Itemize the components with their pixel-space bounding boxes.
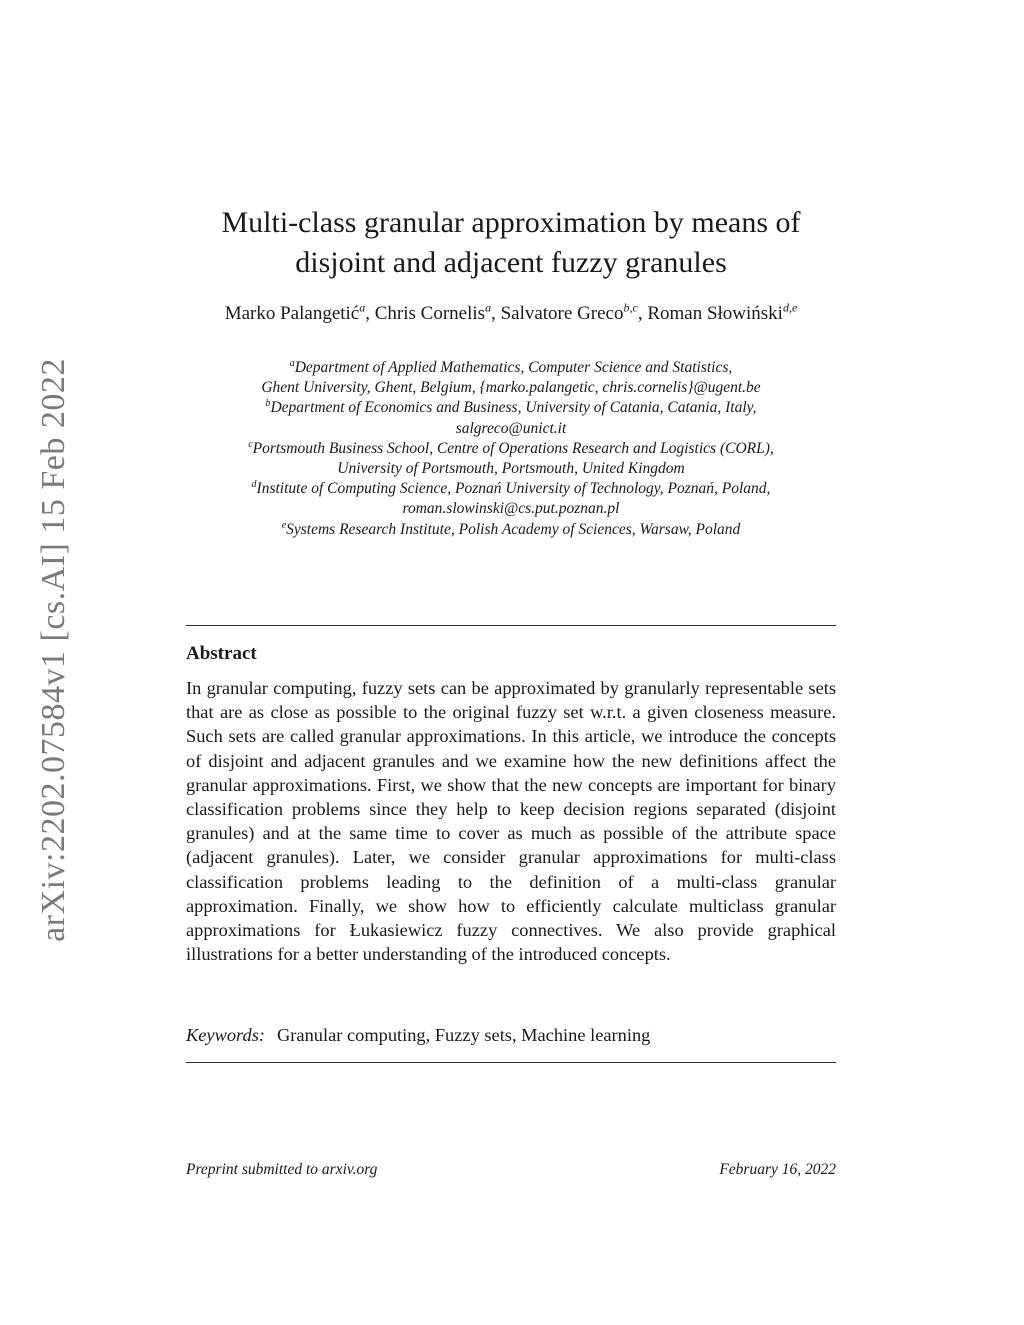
keywords [186, 1023, 836, 1047]
affiliation-line: $^b$Department of Economics and Business, University of Catania, Catania, Italy, [265, 398, 757, 417]
author-list [186, 302, 836, 326]
affiliation-line: $^e$Systems Research Institute, Polish Academy of Sciences, Warsaw, Poland [281, 519, 741, 538]
keywords-text: Granular computing, Fuzzy sets, Machine learning [277, 1025, 651, 1045]
abstract-heading: Abstract [186, 643, 257, 664]
abstract-top-rule [186, 625, 836, 626]
affiliation-list [186, 358, 836, 540]
author: Salvatore Greco$^{b,c}$, [500, 300, 648, 324]
affiliation-line: $^d$Institute of Computing Science, Poznań University of Technology, Poznań, Poland, [251, 479, 771, 498]
author: Marko Palangetić$^a$, [224, 300, 375, 324]
abstract-text: In granular computing, fuzzy sets can be approximated by granularly representable sets that are as close as possible to the original fuzzy set w.r.t. a given closeness measure. Such sets are called granular approximations. In this article, we introduce the concepts of disjoint and adjacent granules and we examine how the new definitions affect the granular approximations. First, we show that the new concepts are important for binary classification problems since they help to keep decision regions separated (disjoint granules) and at the same time to cover as much as possible of the attribute space (adjacent granules). Later, we consider granular approximations for multi-class classification problems leading to the definition of a multi-class granular approximation. Finally, we show how to efficiently calculate multiclass granular approximations for Łukasiewicz fuzzy connectives. We also provide graphical illustrations for a better understanding of the introduced concepts. [186, 678, 836, 965]
affiliation-line: Ghent University, Ghent, Belgium, {marko.palangetic, chris.cornelis}@ugent.be [261, 379, 761, 397]
paper-title: Multi-class granular approximation by means of disjoint and adjacent fuzzy granules [221, 206, 801, 279]
arxiv-identifier: arXiv:2202.07584v1 [cs.AI] 15 Feb 2022 [35, 358, 72, 942]
affiliation-line: salgreco@unict.it [455, 419, 567, 437]
author: Chris Cornelis$^a$, [374, 300, 501, 324]
preprint-note: Preprint submitted to arxiv.org [186, 1161, 378, 1178]
abstract-bottom-rule [186, 1062, 836, 1063]
affiliation-line: University of Portsmouth, Portsmouth, United Kingdom [337, 460, 685, 478]
affiliation-line: roman.slowinski@cs.put.poznan.pl [402, 500, 620, 518]
author: Roman Słowiński$^{d,e}$ [647, 300, 798, 324]
affiliation-line: $^c$Portsmouth Business School, Centre of Operations Research and Logistics (CORL), [248, 438, 774, 457]
footer-date: February 16, 2022 [719, 1161, 836, 1178]
keywords-label: Keywords: [186, 1025, 266, 1045]
affiliation-line: $^a$Department of Applied Mathematics, Computer Science and Statistics, [289, 357, 733, 376]
